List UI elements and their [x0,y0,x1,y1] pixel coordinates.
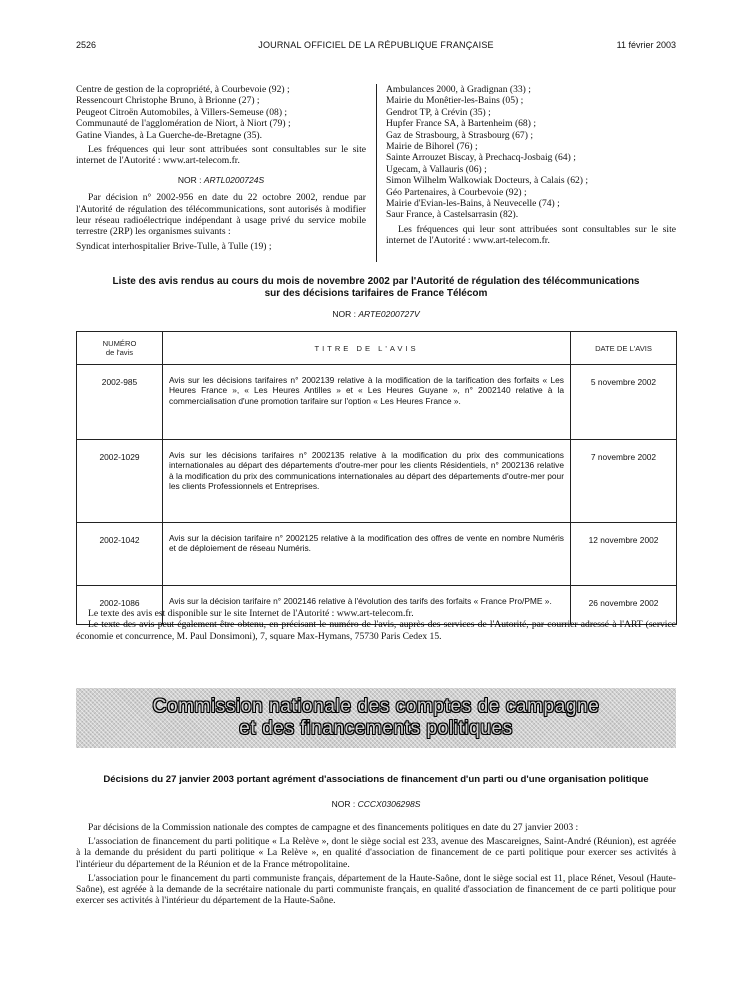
table-row [77,365,677,440]
avis-date: 26 novembre 2002 [571,586,677,625]
list-item: Ugecam, à Vallauris (06) ; [386,163,487,175]
section-banner [76,688,676,748]
left-column [76,84,366,252]
nor-label: NOR : [331,799,356,809]
avis-number: 2002-1086 [77,586,163,625]
list-item: Gendrot TP, à Crévin (35) ; [386,106,491,118]
paragraph: L'association pour le financement du parti communiste français, département de la Haute-Saône, dont le siège social est 11, place Rénet, Vesoul (Haute-Saône), est agréée à la demande de la secrétaire nationale du parti communiste français, en qualité d'association de financement de ce parti politique pour exercer ses activités à l'intérieur du département de la Haute-Saône. [76,872,676,907]
footnote: Le texte des avis peut également être obtenu, en précisant le numéro de l'avis, auprès des services de l'Autorité, par courrier adressé à l'ART (service économie et concurrence, M. Paul Donsimoni), 7, square Max-Hymans, 75730 Paris Cedex 15. [76,619,676,642]
frequency-note: Les fréquences qui leur sont attribuées sont consultables sur le site internet de l'Autorité : www.art-telecom.fr. [386,223,676,247]
nor-reference [76,309,676,319]
avis-title-line: Liste des avis rendus au cours du mois de novembre 2002 par l'Autorité de régulation des télécommunications [112,276,640,287]
page-header [76,40,676,54]
list-item: Syndicat interhospitalier Brive-Tulle, à Tulle (19) ; [76,240,272,252]
list-item: Communauté de l'agglomération de Niort, à Niort (79) ; [76,118,291,130]
column-header-date: DATE DE L'AVIS [571,332,677,365]
table-row [77,440,677,523]
paragraph: L'association de financement du parti politique « La Relève », dont le siège social est 233, avenue des Mascareignes, Saint-André (Réunion), est agréée à la demande du président du parti politique « La Relève », en qualité d'association de financement de ce parti politique pour exercer ses activités à l'intérieur du département de la Réunion et de la France métropolitaine. [76,836,676,870]
page-number: 2526 [76,40,97,50]
issue-date: 11 février 2003 [616,40,676,50]
list-item: Simon Wilhelm Walkowiak Docteurs, à Calais (62) ; [386,175,589,187]
avis-date: 7 novembre 2002 [571,440,677,523]
avis-title: Avis sur les décisions tarifaires n° 2002139 relative à la modification de la tarification des forfaits « Les Heures France », « Les Heures Antilles » et « Les Heures Guyane », n° 2002140 relative à la commercialisation d'une promotion tarifaire sur l'option « Les Heures France ». [163,365,571,440]
decision-title: Décisions du 27 janvier 2003 portant agrément d'associations de financement d'un parti ou d'une organisation politique [103,774,649,785]
footnote: Le texte des avis est disponible sur le site Internet de l'Autorité : www.art-telecom.fr. [88,608,414,619]
list-item: Sainte Arrouzet Biscay, à Prechacq-Josbaig (64) ; [386,152,576,164]
right-column [386,84,676,250]
nor-code: ARTL0200724S [203,174,265,185]
avis-number: 2002-985 [77,365,163,440]
banner-line: Commission nationale des comptes de campagne [152,696,600,717]
list-item: Mairie de Bihorel (76) ; [386,141,478,153]
avis-date: 12 novembre 2002 [571,523,677,586]
list-item: Ressencourt Christophe Bruno, à Brionne (27) ; [76,95,260,107]
nor-reference [76,175,366,186]
table-header-row [77,332,677,365]
nor-label: NOR : [177,174,202,185]
banner-line: et des financements politiques [239,718,513,739]
list-item: Hupfer France SA, à Bartenheim (68) ; [386,118,536,130]
avis-number: 2002-1042 [77,523,163,586]
avis-table [76,331,677,625]
avis-title-line: sur des décisions tarifaires de France Télécom [264,288,488,299]
list-item: Géo Partenaires, à Courbevoie (92) ; [386,186,527,198]
list-item: Gatine Viandes, à La Guerche-de-Bretagne (35). [76,129,262,141]
decision-body [76,822,676,909]
list-item: Mairie du Monêtier-les-Bains (05) ; [386,95,524,107]
journal-title: JOURNAL OFFICIEL DE LA RÉPUBLIQUE FRANÇAISE [258,40,494,50]
column-header-titre: TITRE DE L'AVIS [163,332,571,365]
nor-label: NOR : [332,309,356,319]
nor-code: CCCX0306298S [357,799,421,809]
nor-code: ARTE0200727V [358,309,420,319]
avis-number: 2002-1029 [77,440,163,523]
nor-reference [76,799,676,809]
column-header-numero: NUMÉRO de l'avis [77,332,163,365]
list-item: Ambulances 2000, à Gradignan (33) ; [386,84,531,95]
avis-title: Avis sur la décision tarifaire n° 2002146 relative à l'évolution des tarifs des forfaits « France Pro/PME ». [163,586,571,625]
list-item: Saur France, à Castelsarrasin (82). [386,209,519,221]
paragraph: Par décisions de la Commission nationale des comptes de campagne et des financements politiques en date du 27 janvier 2003 : [88,822,579,833]
list-item: Mairie d'Evian-les-Bains, à Neuvecelle (74) ; [386,198,560,210]
list-item: Gaz de Strasbourg, à Strasbourg (67) ; [386,129,533,141]
table-row [77,523,677,586]
decision-paragraph: Par décision n° 2002-956 en date du 22 octobre 2002, rendue par l'Autorité de régulation des télécommunications, sont autorisés à modifier leur réseau radioélectrique indépendant à usage privé du service mobile terrestre (2RP) les organismes suivants : [76,192,366,238]
avis-title: Avis sur les décisions tarifaires n° 2002135 relative à la modification du prix des communications internationales au départ des départements d'outre-mer pour les clients Résidentiels, n° 2002136 relative à la modification du prix des communications internationales au départ des départements d'outre-mer pour les clients Professionnels et Entreprises. [163,440,571,523]
list-item: Centre de gestion de la copropriété, à Courbevoie (92) ; [76,84,290,95]
two-column-section [76,84,676,262]
avis-section-title [76,276,676,300]
list-item: Peugeot Citroën Automobiles, à Villers-Semeuse (08) ; [76,106,288,118]
avis-date: 5 novembre 2002 [571,365,677,440]
frequency-note: Les fréquences qui leur sont attribuées sont consultables sur le site internet de l'Autorité : www.art-telecom.fr. [76,144,366,167]
avis-title: Avis sur la décision tarifaire n° 2002125 relative à la modification des offres de vente en nombre Numéris et de déploiement de réseau Numéris. [163,523,571,586]
column-divider [376,84,377,262]
avis-footnotes [76,608,676,642]
